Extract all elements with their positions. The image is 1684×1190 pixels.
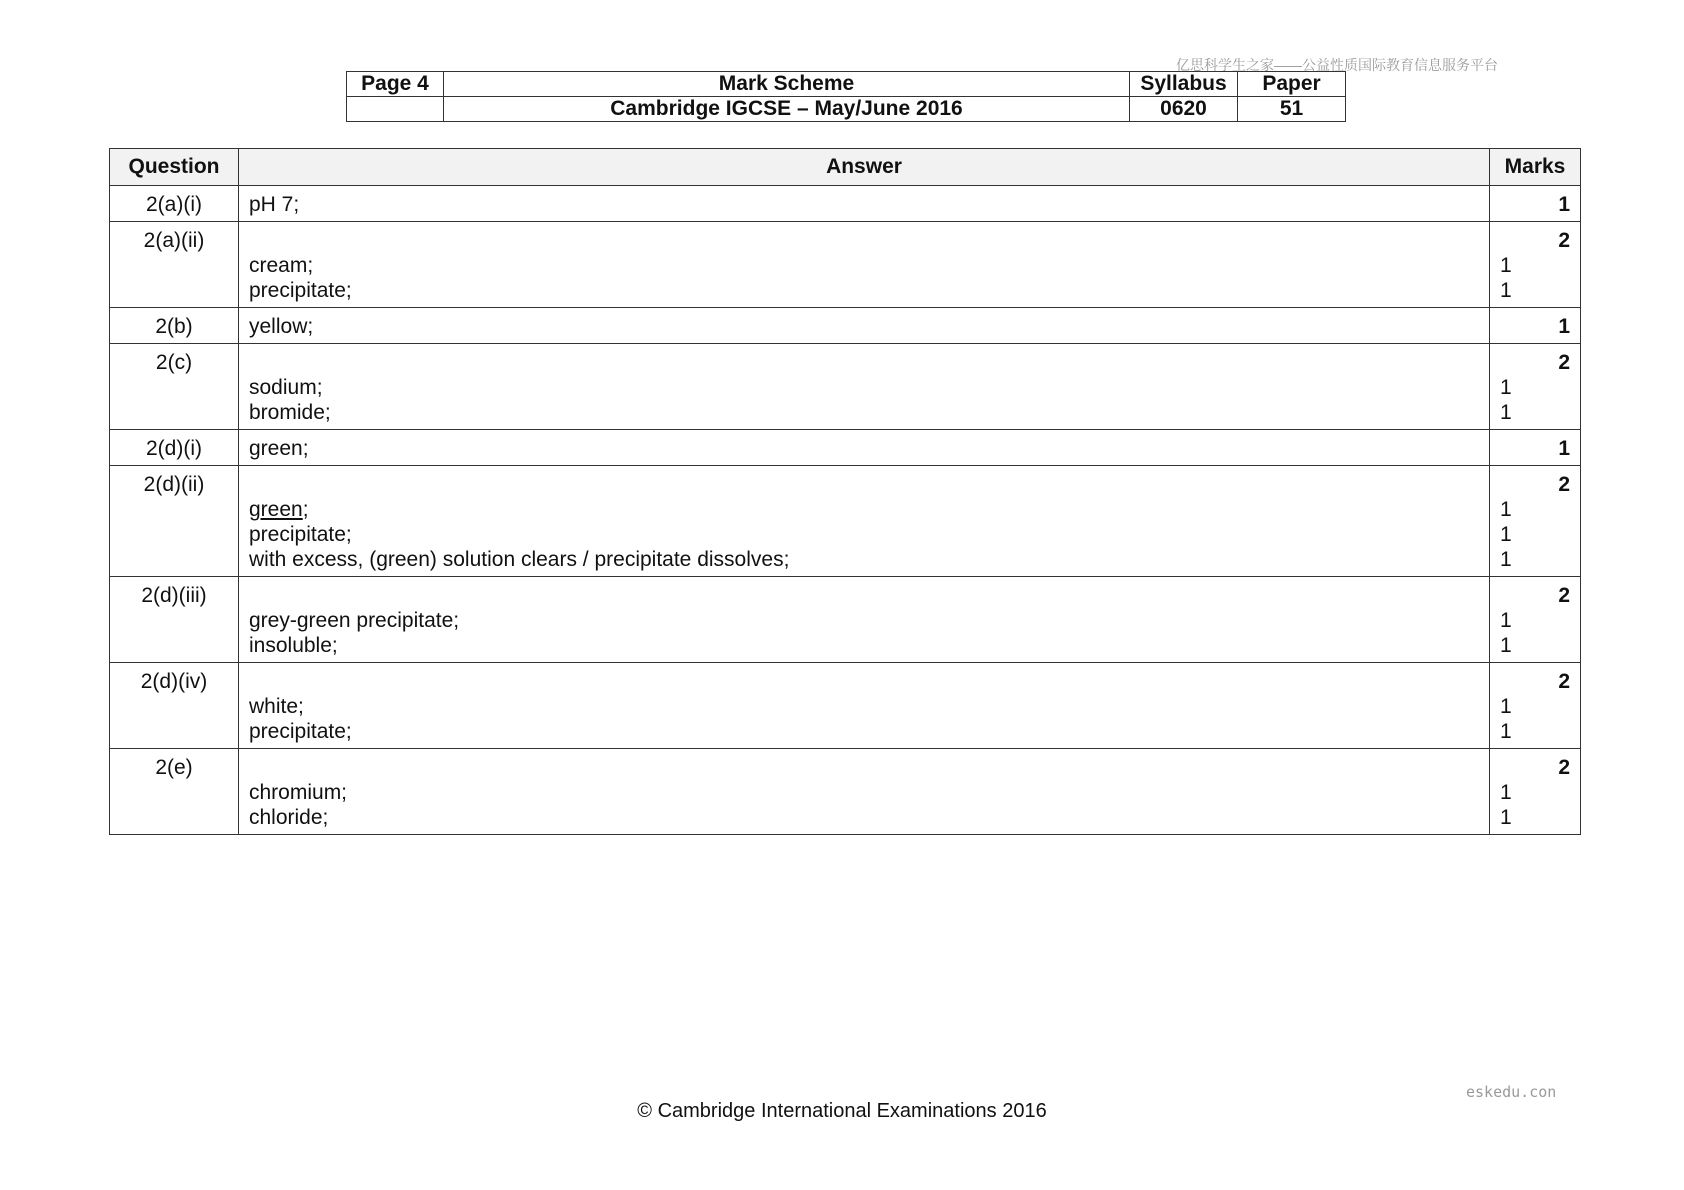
total-marks: 1 — [1558, 193, 1570, 216]
answer-line: insoluble; — [249, 634, 338, 657]
answer-line: precipitate; — [249, 279, 352, 302]
part-mark: 1 — [1500, 720, 1512, 743]
part-mark: 1 — [1500, 634, 1512, 657]
answer-line: grey-green precipitate; — [249, 609, 460, 632]
marks-cell — [1490, 308, 1581, 344]
answer-line: pH 7; — [249, 193, 300, 216]
total-marks: 2 — [1558, 229, 1570, 252]
part-mark: 1 — [1500, 806, 1512, 829]
page-number: Page 4 — [347, 72, 444, 97]
question-number: 2(b) — [110, 308, 239, 344]
marks-cell — [1490, 186, 1581, 222]
mark-scheme-table — [109, 148, 1581, 835]
answer-line: chromium; — [249, 781, 348, 804]
part-mark: 1 — [1500, 498, 1512, 521]
part-mark: 1 — [1500, 254, 1512, 277]
question-number: 2(a)(i) — [110, 186, 239, 222]
answer-line: with excess, (green) solution clears / precipitate dissolves; — [249, 548, 790, 571]
table-row — [110, 749, 1581, 835]
total-marks: 2 — [1558, 351, 1570, 374]
question-number: 2(a)(ii) — [110, 222, 239, 308]
column-header-question: Question — [110, 149, 239, 186]
answer-line: precipitate; — [249, 720, 352, 743]
answer-line: bromide; — [249, 401, 331, 424]
syllabus-label: Syllabus — [1130, 72, 1238, 97]
part-mark: 1 — [1500, 781, 1512, 804]
answer-cell — [239, 749, 1490, 835]
marks-cell — [1490, 466, 1581, 577]
table-row — [110, 663, 1581, 749]
syllabus-code: 0620 — [1130, 97, 1238, 122]
table-row — [110, 344, 1581, 430]
marks-cell — [1490, 663, 1581, 749]
answer-line: chloride; — [249, 806, 329, 829]
answer-line: precipitate; — [249, 523, 352, 546]
table-row — [110, 577, 1581, 663]
question-number: 2(d)(i) — [110, 430, 239, 466]
exam-session: Cambridge IGCSE – May/June 2016 — [444, 97, 1130, 122]
answer-cell — [239, 663, 1490, 749]
answer-cell — [239, 466, 1490, 577]
answer-line: green; — [249, 498, 309, 521]
copyright-footer: © Cambridge International Examinations 2016 — [637, 1100, 1047, 1122]
underlined-answer: green — [249, 498, 303, 521]
total-marks: 1 — [1558, 437, 1570, 460]
answer-cell — [239, 577, 1490, 663]
paper-number: 51 — [1238, 97, 1346, 122]
marks-cell — [1490, 344, 1581, 430]
marks-cell — [1490, 749, 1581, 835]
total-marks: 2 — [1558, 473, 1570, 496]
page-blank-cell — [347, 97, 444, 122]
column-header-marks: Marks — [1490, 149, 1581, 186]
answer-cell — [239, 186, 1490, 222]
total-marks: 2 — [1558, 756, 1570, 779]
table-row — [110, 430, 1581, 466]
question-number: 2(d)(ii) — [110, 466, 239, 577]
total-marks: 1 — [1558, 315, 1570, 338]
answer-line: sodium; — [249, 376, 323, 399]
answer-line: white; — [249, 695, 304, 718]
marks-cell — [1490, 430, 1581, 466]
answer-cell — [239, 308, 1490, 344]
watermark-bottom: eskedu.con — [1466, 1083, 1557, 1101]
question-number: 2(d)(iv) — [110, 663, 239, 749]
document-title: Mark Scheme — [444, 72, 1130, 97]
table-row — [110, 466, 1581, 577]
column-header-answer: Answer — [239, 149, 1490, 186]
mark-scheme-header — [346, 71, 1346, 122]
watermark-top: 亿思科学生之家——公益性质国际教育信息服务平台 — [1176, 57, 1498, 73]
part-mark: 1 — [1500, 279, 1512, 302]
answer-cell — [239, 222, 1490, 308]
answer-line: green; — [249, 437, 309, 460]
part-mark: 1 — [1500, 376, 1512, 399]
marks-cell — [1490, 577, 1581, 663]
part-mark: 1 — [1500, 401, 1512, 424]
total-marks: 2 — [1558, 584, 1570, 607]
question-number: 2(c) — [110, 344, 239, 430]
paper-label: Paper — [1238, 72, 1346, 97]
question-number: 2(e) — [110, 749, 239, 835]
part-mark: 1 — [1500, 695, 1512, 718]
table-row — [110, 308, 1581, 344]
table-row — [110, 186, 1581, 222]
table-header-row — [110, 149, 1581, 186]
marks-cell — [1490, 222, 1581, 308]
table-row — [110, 222, 1581, 308]
answer-cell — [239, 430, 1490, 466]
answer-cell — [239, 344, 1490, 430]
part-mark: 1 — [1500, 548, 1512, 571]
question-number: 2(d)(iii) — [110, 577, 239, 663]
part-mark: 1 — [1500, 523, 1512, 546]
total-marks: 2 — [1558, 670, 1570, 693]
answer-line: cream; — [249, 254, 314, 277]
answer-line: yellow; — [249, 315, 314, 338]
part-mark: 1 — [1500, 609, 1512, 632]
